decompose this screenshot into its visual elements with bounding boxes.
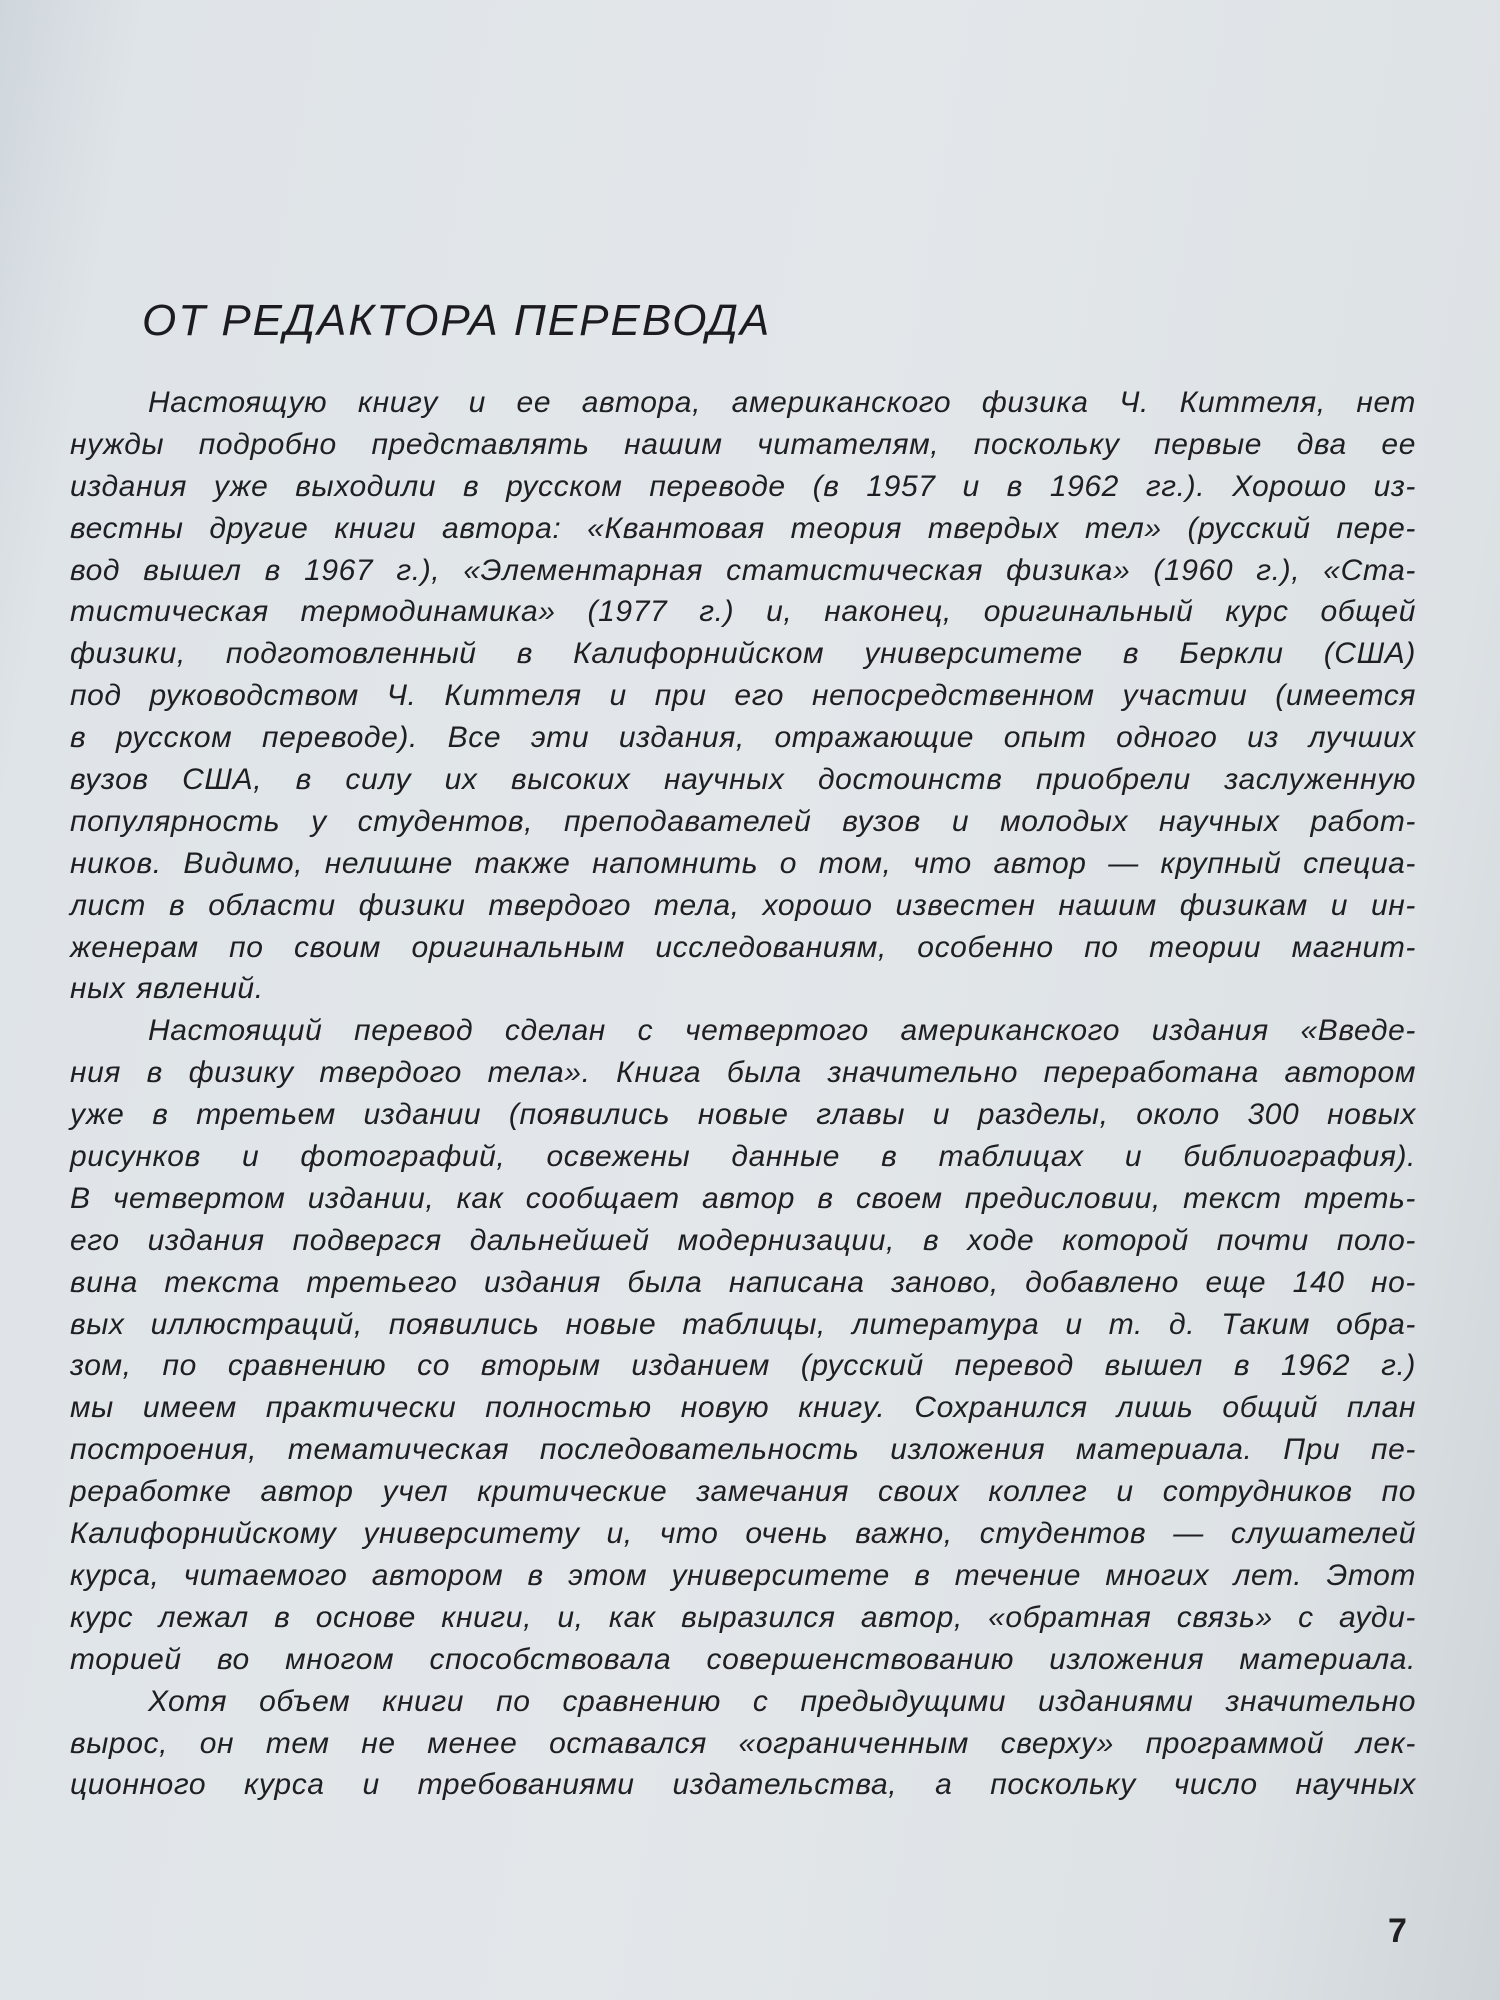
- text-line: вестны другие книги автора: «Квантовая теория твердых тел» (русский пере-: [70, 511, 1416, 545]
- text-line: торией во многом способствовала совершенствованию изложения материала.: [70, 1642, 1416, 1676]
- text-line: лист в области физики твердого тела, хорошо известен нашим физикам и ин-: [70, 888, 1416, 922]
- text-line: мы имеем практически полностью новую книгу. Сохранился лишь общий план: [70, 1391, 1416, 1425]
- text-line: зом, по сравнению со вторым изданием (русский перевод вышел в 1962 г.): [70, 1349, 1416, 1383]
- text-line: вина текста третьего издания была написана заново, добавлено еще 140 но-: [70, 1265, 1416, 1299]
- text-line: под руководством Ч. Киттеля и при его непосредственном участии (имеется: [70, 679, 1416, 713]
- text-line: курс лежал в основе книги, и, как выразился автор, «обратная связь» с ауди-: [70, 1600, 1416, 1634]
- text-line: ционного курса и требованиями издательства, а поскольку число научных: [70, 1768, 1416, 1802]
- text-line: построения, тематическая последовательность изложения материала. При пе-: [70, 1433, 1416, 1467]
- text-line: популярность у студентов, преподавателей вузов и молодых научных работ-: [70, 804, 1416, 838]
- text-line: ных явлений.: [70, 972, 264, 1006]
- text-line: ников. Видимо, нелишне также напомнить о том, что автор — крупный специа-: [70, 846, 1416, 880]
- text-line: Настоящий перевод сделан с четвертого американского издания «Введе-: [148, 1014, 1416, 1048]
- text-line: курса, читаемого автором в этом университете в течение многих лет. Этот: [70, 1558, 1416, 1592]
- text-line: ния в физику твердого тела». Книга была значительно переработана автором: [70, 1056, 1416, 1090]
- text-line: вод вышел в 1967 г.), «Элементарная статистическая физика» (1960 г.), «Ста-: [70, 553, 1416, 587]
- text-line: реработке автор учел критические замечания своих коллег и сотрудников по: [70, 1475, 1416, 1509]
- text-line: физики, подготовленный в Калифорнийском университете в Беркли (США): [70, 637, 1416, 671]
- text-line: вых иллюстраций, появились новые таблицы, литература и т. д. Таким обра-: [70, 1307, 1416, 1341]
- page-number: 7: [1388, 1912, 1407, 1950]
- text-line: вырос, он тем не менее оставался «ограниченным сверху» программой лек-: [70, 1726, 1416, 1760]
- text-line: В четвертом издании, как сообщает автор в своем предисловии, текст треть-: [70, 1181, 1416, 1215]
- text-line: Настоящую книгу и ее автора, американского физика Ч. Киттеля, нет: [148, 386, 1416, 419]
- text-line: рисунков и фотографий, освежены данные в таблицах и библиография).: [70, 1140, 1416, 1174]
- text-line: тистическая термодинамика» (1977 г.) и, наконец, оригинальный курс общей: [70, 595, 1416, 629]
- text-line: в русском переводе). Все эти издания, отражающие опыт одного из лучших: [70, 721, 1416, 755]
- text-line: женерам по своим оригинальным исследованиям, особенно по теории магнит-: [70, 930, 1416, 964]
- text-line: вузов США, в силу их высоких научных достоинств приобрели заслуженную: [70, 763, 1416, 797]
- page-heading: ОТ РЕДАКТОРА ПЕРЕВОДА: [142, 296, 772, 345]
- text-line: издания уже выходили в русском переводе (в 1957 и в 1962 гг.). Хорошо из-: [70, 469, 1416, 503]
- text-line: Калифорнийскому университету и, что очень важно, студентов — слушателей: [70, 1517, 1416, 1551]
- text-line: нужды подробно представлять нашим читателям, поскольку первые два ее: [70, 427, 1416, 461]
- text-line: Хотя объем книги по сравнению с предыдущими изданиями значительно: [148, 1684, 1416, 1718]
- text-line: его издания подвергся дальнейшей модернизации, в ходе которой почти поло-: [70, 1223, 1416, 1257]
- text-line: уже в третьем издании (появились новые главы и разделы, около 300 новых: [70, 1098, 1416, 1132]
- body-text: [70, 382, 1416, 1806]
